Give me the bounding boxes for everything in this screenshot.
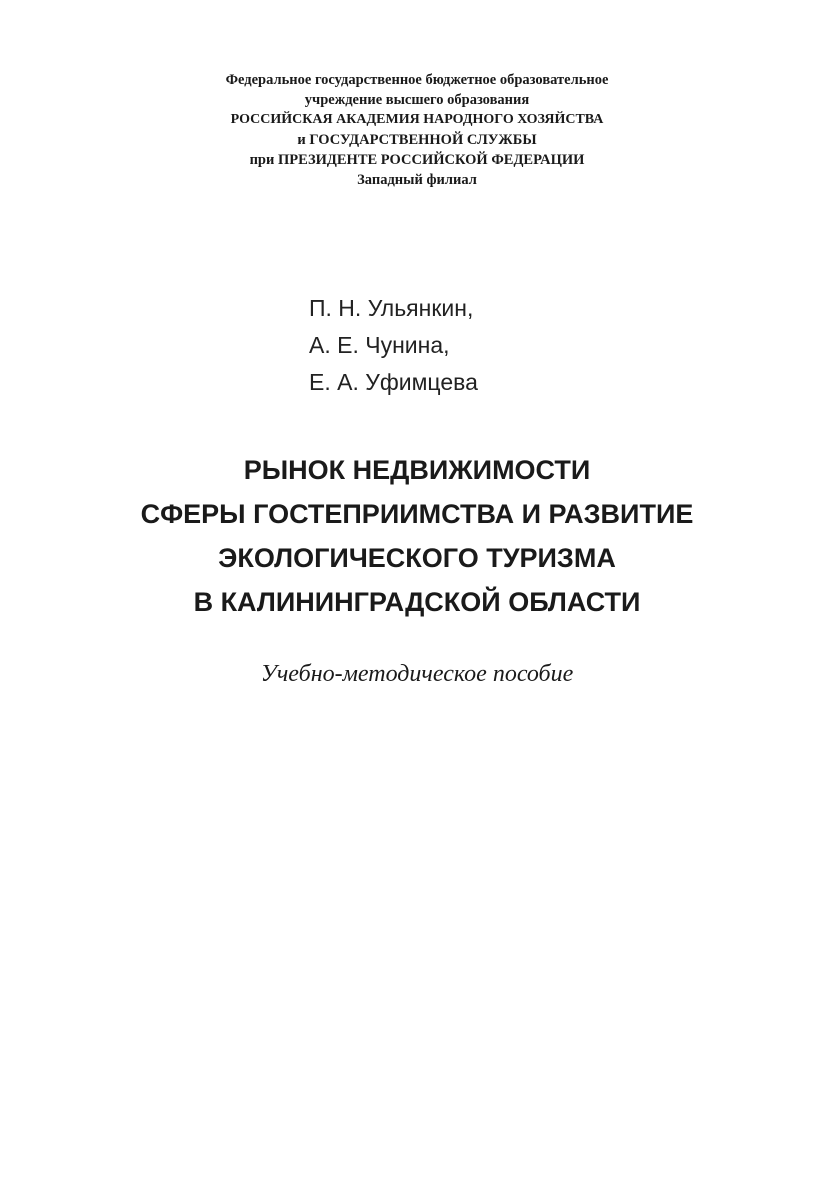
title-line: ЭКОЛОГИЧЕСКОГО ТУРИЗМА [218,543,616,573]
document-title [0,448,834,624]
title-line: СФЕРЫ ГОСТЕПРИИМСТВА И РАЗВИТИЕ [140,499,694,529]
institution-line-service: и ГОСУДАРСТВЕННОЙ СЛУЖБЫ [297,132,537,148]
document-subtitle: Учебно-методическое пособие [260,661,574,687]
author-name: Е. А. Уфимцева [309,369,478,395]
institution-line-level: учреждение высшего образования [304,92,530,108]
title-line: В КАЛИНИНГРАДСКОЙ ОБЛАСТИ [193,587,641,617]
institution-line-type: Федеральное государственное бюджетное образовательное [225,72,609,88]
author-name: П. Н. Ульянкин, [309,295,474,321]
institution-line-academy: РОССИЙСКАЯ АКАДЕМИЯ НАРОДНОГО ХОЗЯЙСТВА [230,112,604,127]
author-name: А. Е. Чунина, [309,332,450,358]
institution-line-branch: Западный филиал [357,172,477,188]
institution-line-president: при ПРЕЗИДЕНТЕ РОССИЙСКОЙ ФЕДЕРАЦИИ [249,152,585,168]
institution-header [0,70,834,190]
title-line: РЫНОК НЕДВИЖИМОСТИ [243,455,591,485]
author-list [309,290,478,401]
